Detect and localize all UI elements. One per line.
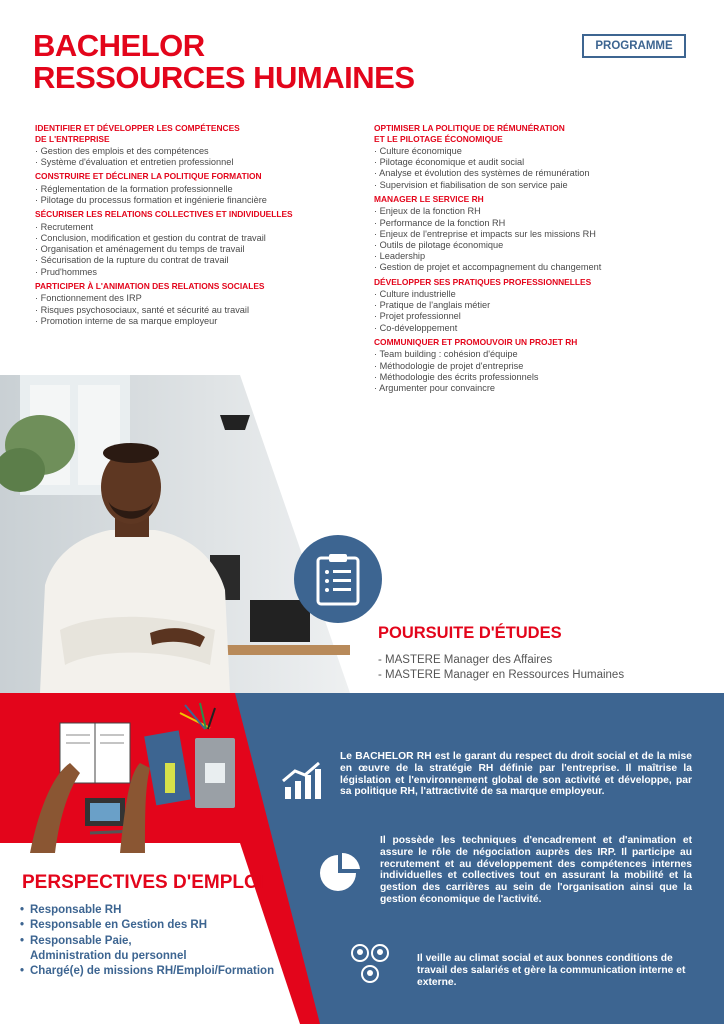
poursuite-title: POURSUITE D'ÉTUDES <box>378 624 562 642</box>
program-left-column <box>35 123 345 330</box>
list-item: · Team building : cohésion d'équipe <box>374 349 684 360</box>
chart-icon <box>281 761 323 803</box>
list-item: · Performance de la fonction RH <box>374 218 684 229</box>
list-item: · Supervision et fiabilisation de son service paie <box>374 180 684 191</box>
blue-paragraph-2: Il possède les techniques d'encadrement et d'animation et assure le rôle de négociation auprès des IRP. Il participe au recrutement et au développement des compétences internes individuelles et collectives tout en assurant la mobilité et la gestion des carrières au sein de l'organisation ainsi que la gestion économique de l'activité. <box>380 835 692 905</box>
blue-paragraph-3: Il veille au climat social et aux bonnes conditions de travail des salariés et gère la communication interne et externe. <box>417 953 686 988</box>
clipboard-icon <box>315 552 361 606</box>
perspectives-title: PERSPECTIVES D'EMPLOI <box>22 872 265 893</box>
list-item: - MASTERE Manager des Affaires <box>378 654 553 666</box>
list-item: · Analyse et évolution des systèmes de rémunération <box>374 168 684 179</box>
list-item: · Recrutement <box>35 222 345 233</box>
list-item: • Chargé(e) de missions RH/Emploi/Formation <box>20 965 275 978</box>
programme-badge: PROGRAMME <box>582 34 686 58</box>
list-item: · Culture industrielle <box>374 289 684 300</box>
list-item: · Pilotage économique et audit social <box>374 157 684 168</box>
list-item: · Risques psychosociaux, santé et sécurité au travail <box>35 305 345 316</box>
poursuite-list <box>378 653 624 683</box>
list-item: · Système d'évaluation et entretien professionnel <box>35 157 345 168</box>
section-manager <box>374 194 684 274</box>
program-right-column <box>374 123 684 397</box>
section-pratiques <box>374 277 684 334</box>
list-item: · Sécurisation de la rupture du contrat de travail <box>35 255 345 266</box>
title-line-1: BACHELOR <box>33 28 205 63</box>
perspectives-list <box>20 903 274 979</box>
list-item: · Méthodologie de projet d'entreprise <box>374 361 684 372</box>
section-formation <box>35 171 345 206</box>
pie-chart-icon <box>318 851 362 895</box>
section-communiquer <box>374 337 684 394</box>
list-item: • Responsable Paie, <box>20 934 132 947</box>
list-item: · Projet professionnel <box>374 311 684 322</box>
section-relations-sociales <box>35 281 345 327</box>
list-item: · Gestion de projet et accompagnement du changement <box>374 262 684 273</box>
section-title: IDENTIFIER ET DÉVELOPPER LES COMPÉTENCES DE L'ENTREPRISE <box>35 123 240 144</box>
list-item: · Réglementation de la formation professionnelle <box>35 184 345 195</box>
list-item: • Responsable en Gestion des RH <box>20 919 208 932</box>
list-item: · Argumenter pour convaincre <box>374 383 684 394</box>
section-title: PARTICIPER À L'ANIMATION DES RELATIONS SOCIALES <box>35 280 265 291</box>
list-item: · Organisation et aménagement du temps de travail <box>35 244 345 255</box>
list-item: · Outils de pilotage économique <box>374 240 684 251</box>
list-item: · Enjeux de la fonction RH <box>374 206 684 217</box>
list-item: · Promotion interne de sa marque employeur <box>35 316 345 327</box>
title-line-2: RESSOURCES HUMAINES <box>33 60 415 95</box>
section-title: OPTIMISER LA POLITIQUE DE RÉMUNÉRATION ET LE PILOTAGE ÉCONOMIQUE <box>374 123 565 144</box>
section-competences <box>35 123 345 168</box>
list-item: · Pilotage du processus formation et ingénierie financière <box>35 195 345 206</box>
list-item: · Gestion des emplois et des compétences <box>35 146 345 157</box>
list-item: · Co-développement <box>374 323 684 334</box>
section-title: DÉVELOPPER SES PRATIQUES PROFESSIONNELLES <box>374 276 592 287</box>
list-item: • Responsable RH <box>20 904 122 916</box>
section-relations <box>35 209 345 278</box>
section-title: MANAGER LE SERVICE RH <box>374 193 484 204</box>
page-title <box>33 30 415 94</box>
people-network-icon <box>349 943 391 985</box>
list-item: Administration du personnel <box>30 949 187 962</box>
section-title: COMMUNIQUER ET PROMOUVOIR UN PROJET RH <box>374 336 578 347</box>
blue-paragraph-1: Le BACHELOR RH est le garant du respect du droit social et de la mise en œuvre de la stratégie RH définie par l'entreprise. Il maîtrise la législation et l'environnement global de son activité et développe, par sa politique RH, l'attractivité de sa marque employeur. <box>340 751 692 798</box>
list-item: · Leadership <box>374 251 684 262</box>
list-item: · Culture économique <box>374 146 684 157</box>
list-item: · Prud'hommes <box>35 267 345 278</box>
list-item: · Fonctionnement des IRP <box>35 293 345 304</box>
list-item: · Enjeux de l'entreprise et impacts sur les missions RH <box>374 229 684 240</box>
list-item: - MASTERE Manager en Ressources Humaines <box>378 669 625 681</box>
list-item: · Méthodologie des écrits professionnels <box>374 372 684 383</box>
list-item: · Conclusion, modification et gestion du contrat de travail <box>35 233 345 244</box>
section-title: SÉCURISER LES RELATIONS COLLECTIVES ET INDIVIDUELLES <box>35 209 293 220</box>
section-title: CONSTRUIRE ET DÉCLINER LA POLITIQUE FORMATION <box>35 171 262 182</box>
office-photo <box>0 375 350 693</box>
clipboard-icon-circle <box>294 535 382 623</box>
section-remuneration <box>374 123 684 191</box>
list-item: · Pratique de l'anglais métier <box>374 300 684 311</box>
